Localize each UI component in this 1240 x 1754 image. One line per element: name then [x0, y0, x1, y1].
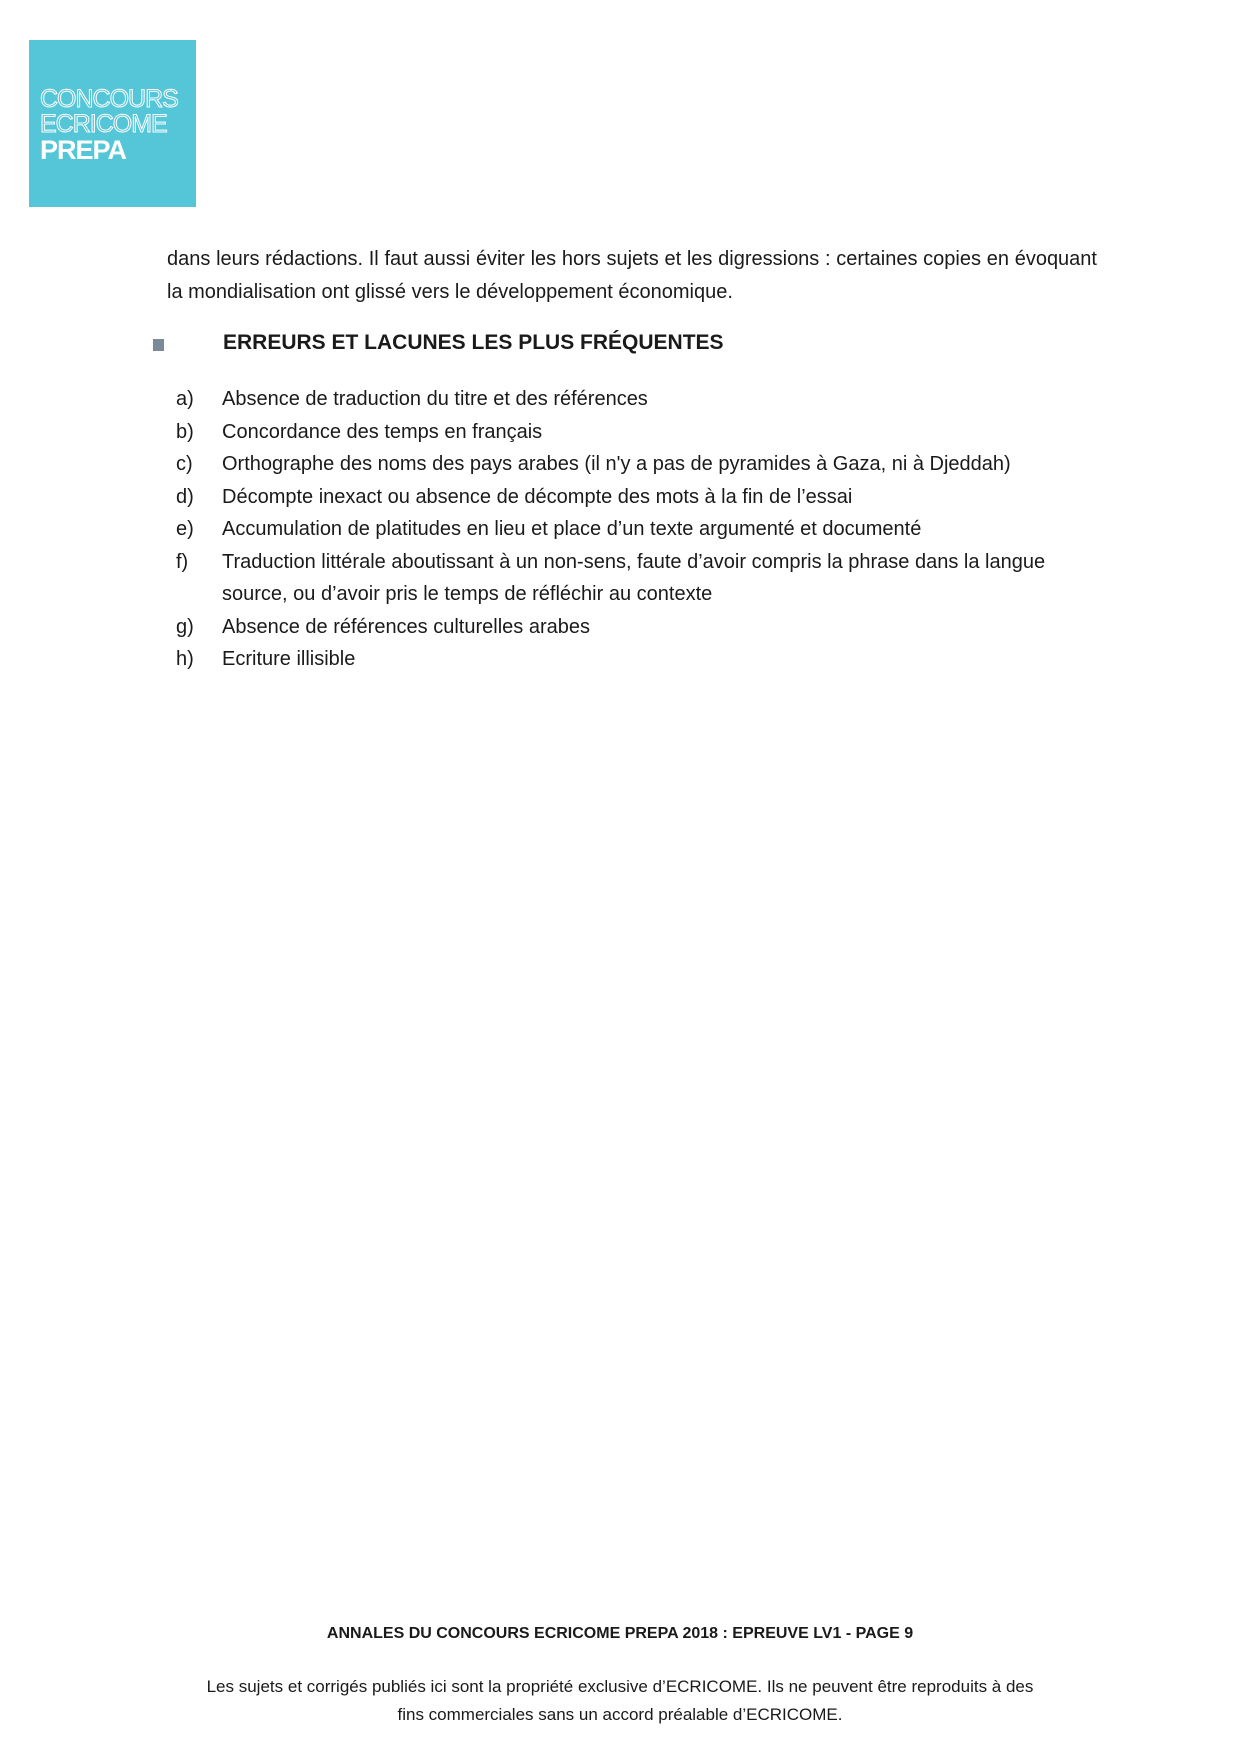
list-item-marker: c)	[176, 453, 193, 475]
list-item-text: Traduction littérale aboutissant à un non-sens, faute d’avoir compris la phrase dans la langue source, ou d’avoir pris le temps de réfléchir au contexte	[222, 550, 1046, 605]
list-item	[176, 546, 1096, 611]
list-item-marker: e)	[176, 518, 194, 540]
list-item-marker: a)	[176, 388, 194, 410]
section-heading	[153, 331, 1083, 361]
intro-paragraph: dans leurs rédactions. Il faut aussi éviter les hors sujets et les digressions : certaines copies en évoquant la mondialisation ont glissé vers le développement économique.	[167, 248, 1097, 303]
list-item	[176, 481, 1096, 514]
list-item	[176, 383, 1096, 416]
list-item-marker: f)	[176, 550, 189, 573]
list-item-marker: h)	[176, 648, 194, 670]
list-item	[176, 416, 1096, 449]
logo-line-prepa: PREPA	[40, 135, 127, 165]
ecricome-logo	[29, 40, 196, 207]
list-item-marker: b)	[176, 420, 194, 443]
logo-line-ecricome: ECRICOME	[40, 110, 167, 138]
errors-list	[176, 383, 1096, 676]
list-item-text: Orthographe des noms des pays arabes (il n'y a pas de pyramides à Gaza, ni à Djeddah)	[222, 453, 1011, 475]
list-item-marker: d)	[176, 485, 194, 508]
list-item-text: Concordance des temps en français	[222, 420, 543, 443]
list-item	[176, 643, 1096, 676]
section-heading-text: ERREURS ET LACUNES LES PLUS FRÉQUENTES	[223, 331, 724, 354]
list-item	[176, 611, 1096, 644]
logo-line-concours: CONCOURS	[40, 85, 178, 113]
list-item	[176, 513, 1096, 546]
footer-copyright-note	[140, 1673, 1100, 1729]
list-item-marker: g)	[176, 615, 194, 638]
list-item	[176, 448, 1096, 481]
list-item-text: Ecriture illisible	[222, 648, 356, 670]
list-item-text: Absence de références culturelles arabes	[222, 615, 590, 638]
list-item-text: Décompte inexact ou absence de décompte des mots à la fin de l’essai	[222, 485, 853, 508]
footer-title: ANNALES DU CONCOURS ECRICOME PREPA 2018 : EPREUVE LV1 - PAGE 9	[326, 1625, 914, 1642]
square-bullet-icon	[153, 339, 164, 351]
list-item-text: Accumulation de platitudes en lieu et place d’un texte argumenté et documenté	[222, 518, 922, 540]
list-item-text: Absence de traduction du titre et des références	[222, 388, 648, 410]
footer-note-line-1: Les sujets et corrigés publiés ici sont la propriété exclusive d’ECRICOME. Ils ne peuvent être reproduits à des	[206, 1677, 1034, 1696]
footer-note-line-2: fins commerciales sans un accord préalable d’ECRICOME.	[397, 1705, 843, 1724]
